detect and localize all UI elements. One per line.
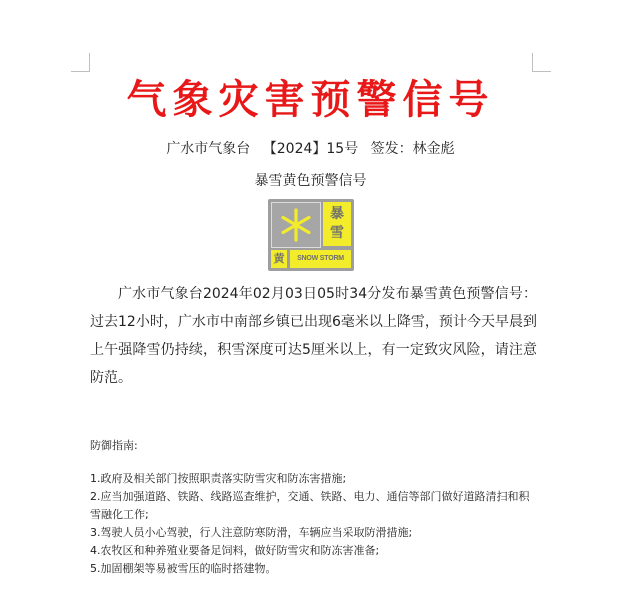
guidance-item: 3.驾驶人员小心驾驶，行人注意防寒防滑，车辆应当采取防滑措施; <box>90 526 413 539</box>
guidance-item: 5.加固棚架等易被雪压的临时搭建物。 <box>90 562 277 575</box>
warning-type-char-2: 雪 <box>330 225 344 241</box>
warning-level-char: 黄 <box>271 250 287 268</box>
warning-type-text <box>323 202 351 246</box>
guidance-list <box>90 470 535 578</box>
issuer-signer: 签发：林金彪 <box>370 141 455 157</box>
page-corner-mark-top-left <box>71 53 90 72</box>
warning-body-text: 广水市气象台2024年02月03日05时34分发布暴雪黄色预警信号：过去12小时，广水市中南部乡镇已出现6毫米以上降雪，预计今天早晨到上午强降雪仍持续，积雪深度可达5厘米以上，有一定致灾风险，请注意防范。 <box>90 286 537 386</box>
guidance-item: 2.应当加强道路、铁路、线路巡查维护，交通、铁路、电力、通信等部门做好道路清扫和积雪融化工作; <box>90 490 530 521</box>
warning-subtitle: 暴雪黄色预警信号 <box>254 173 367 189</box>
issuer-line <box>0 139 621 159</box>
page-corner-mark-top-right <box>532 53 551 72</box>
document-title: 气象灾害预警信号 <box>126 76 495 123</box>
issuer-number: 【2024】15号 <box>262 141 359 157</box>
warning-signal-icon <box>268 199 354 271</box>
guidance-title: 防御指南: <box>90 439 138 452</box>
warning-type-char-1: 暴 <box>330 206 344 222</box>
issuer-station: 广水市气象台 <box>166 141 251 157</box>
snowflake-icon <box>271 202 321 248</box>
guidance-item: 4.农牧区和种养殖业要备足饲料，做好防雪灾和防冻害准备; <box>90 544 380 557</box>
warning-english-label: SNOW STORM <box>290 250 351 268</box>
guidance-item: 1.政府及相关部门按照职责落实防雪灾和防冻害措施; <box>90 472 347 485</box>
